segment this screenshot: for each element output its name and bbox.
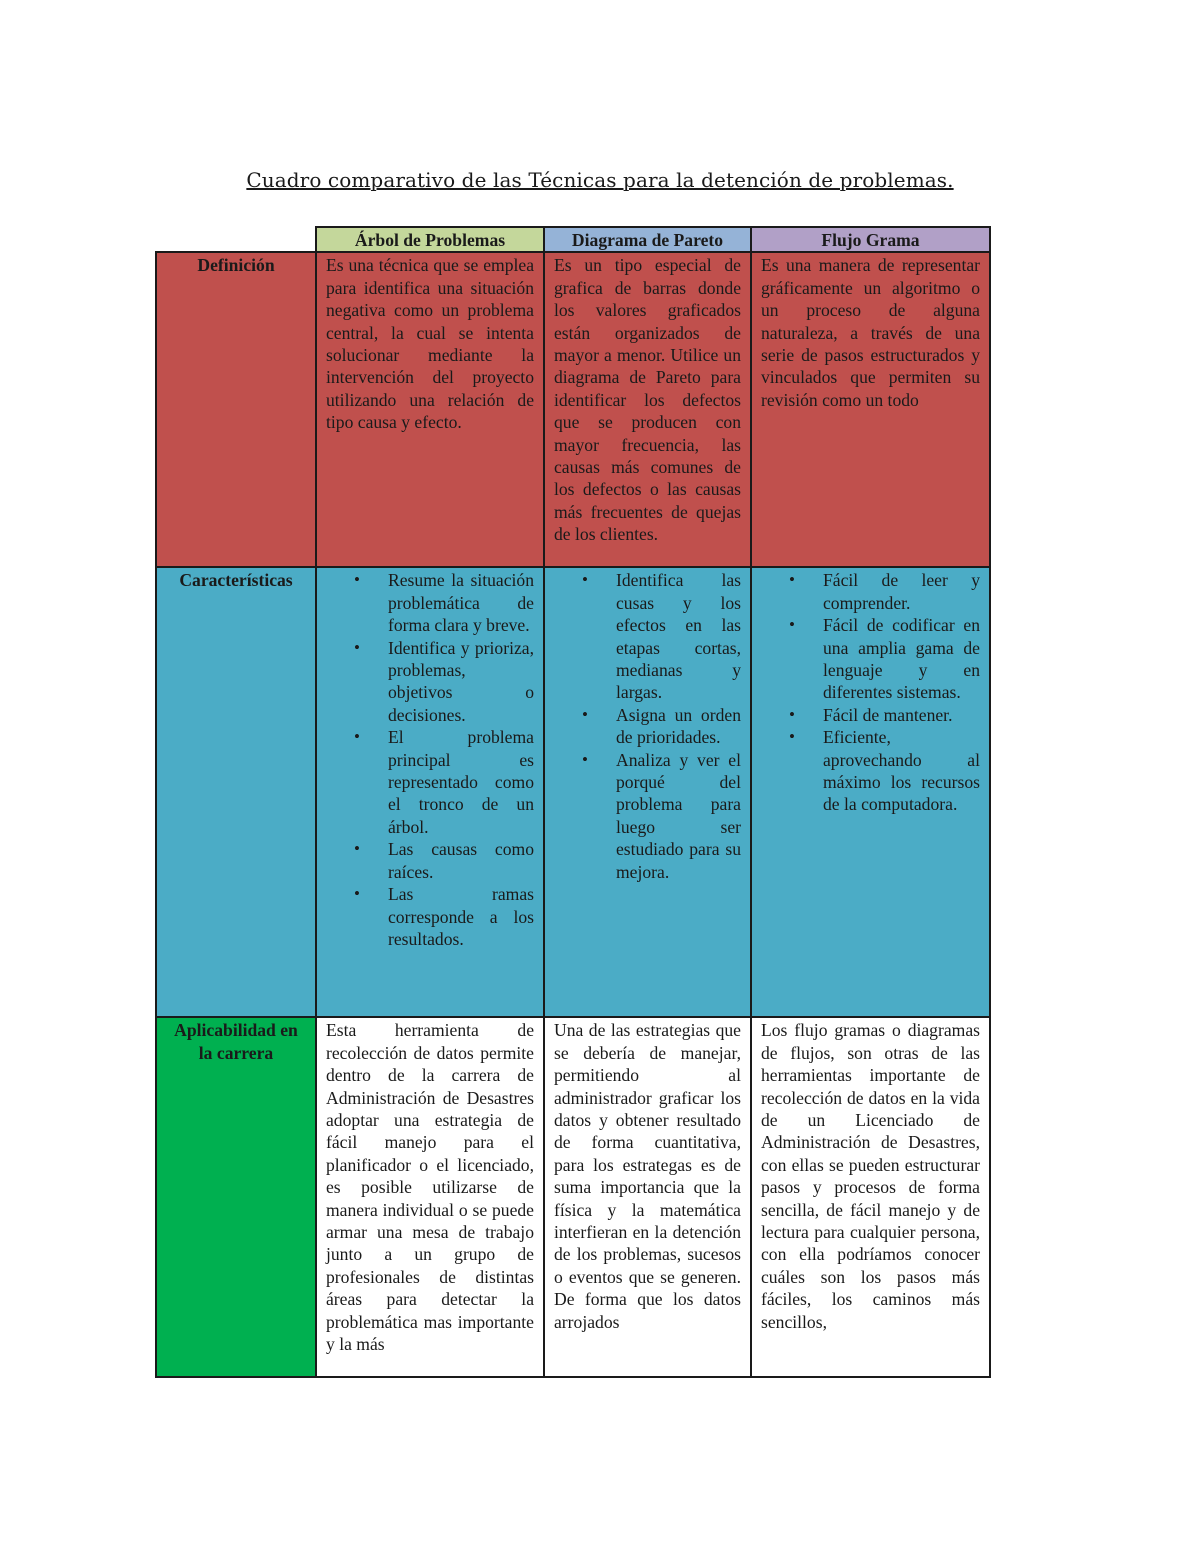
cell-caracteristicas-arbol [316,567,544,1017]
cell-aplicabilidad-arbol: Esta herramienta de recolección de datos permite dentro de la carrera de Administración de Desastres adoptar una estrategia de fácil manejo para el planificador o el licenciado, es posible utilizarse de manera individual o se puede armar una mesa de trabajo junto a un grupo de profesionales de distintas áreas para detectar la problemática mas importante y la más [316,1017,544,1377]
cell-caracteristicas-flujo [751,567,990,1017]
list-item: • Eficiente, aprovechando al máximo los recursos de la computadora. [823,726,980,816]
column-header-pareto: Diagrama de Pareto [544,227,751,252]
cell-definicion-arbol: Es una técnica que se emplea para identifica una situación negativa como un problema central, la cual se intenta solucionar mediante la intervención del proyecto utilizando una relación de tipo causa y efecto. [316,252,544,567]
list-item: • Las ramas corresponde a los resultados. [388,883,534,950]
bullet-list-arbol [326,569,534,950]
document-title: Cuadro comparativo de las Técnicas para la detención de problemas. [246,168,954,192]
list-item: • Fácil de codificar en una amplia gama de lenguaje y en diferentes sistemas. [823,614,980,704]
list-item: • Fácil de leer y comprender. [823,569,980,614]
row-label-definicion: Definición [156,252,316,567]
list-item: • Analiza y ver el porqué del problema para luego ser estudiado para su mejora. [616,749,741,883]
bullet-list-pareto [554,569,741,883]
row-definicion [156,252,990,567]
cell-definicion-pareto: Es un tipo especial de grafica de barras donde los valores graficados están organizados de mayor a menor. Utilice un diagrama de Pareto para identificar los defectos que se producen con mayor frecuencia, las causas más comunes de los defectos o las causas más frecuentes de quejas de los clientes. [544,252,751,567]
list-item: • Las causas como raíces. [388,838,534,883]
cell-aplicabilidad-flujo: Los flujo gramas o diagramas de flujos, son otras de las herramientas importante de recolección de datos en la vida de un Licenciado de Administración de Desastres, con ellas se pueden estructurar pasos y procesos de forma sencilla, de fácil manejo y de lectura para cualquier persona, con ella podríamos conocer cuáles son los pasos más fáciles, los caminos más sencillos, [751,1017,990,1377]
column-header-arbol: Árbol de Problemas [316,227,544,252]
corner-cell [156,227,316,252]
cell-aplicabilidad-pareto: Una de las estrategias que se debería de manejar, permitiendo al administrador graficar los datos y obtener resultado de forma cuantitativa, para los estrategas es de suma importancia que la física y la matemática interfieran en la detención de los problemas, sucesos o eventos que se generen. De forma que los datos arrojados [544,1017,751,1377]
row-aplicabilidad [156,1017,990,1377]
list-item: • Asigna un orden de prioridades. [616,704,741,749]
cell-caracteristicas-pareto [544,567,751,1017]
list-item: • Fácil de mantener. [823,704,980,726]
row-label-aplicabilidad: Aplicabilidad en la carrera [156,1017,316,1377]
list-item: • Resume la situación problemática de forma clara y breve. [388,569,534,636]
comparison-table [155,226,991,1378]
row-label-caracteristicas: Características [156,567,316,1017]
cell-definicion-flujo: Es una manera de representar gráficamente un algoritmo o un proceso de alguna naturaleza, a través de una serie de pasos estructurados y vinculados que permiten su revisión como un todo [751,252,990,567]
list-item: • Identifica las cusas y los efectos en las etapas cortas, medianas y largas. [616,569,741,703]
bullet-list-flujo [761,569,980,815]
list-item: • Identifica y prioriza, problemas, objetivos o decisiones. [388,637,534,727]
column-header-flujo: Flujo Grama [751,227,990,252]
header-row [156,227,990,252]
row-caracteristicas [156,567,990,1017]
list-item: • El problema principal es representado como el tronco de un árbol. [388,726,534,838]
